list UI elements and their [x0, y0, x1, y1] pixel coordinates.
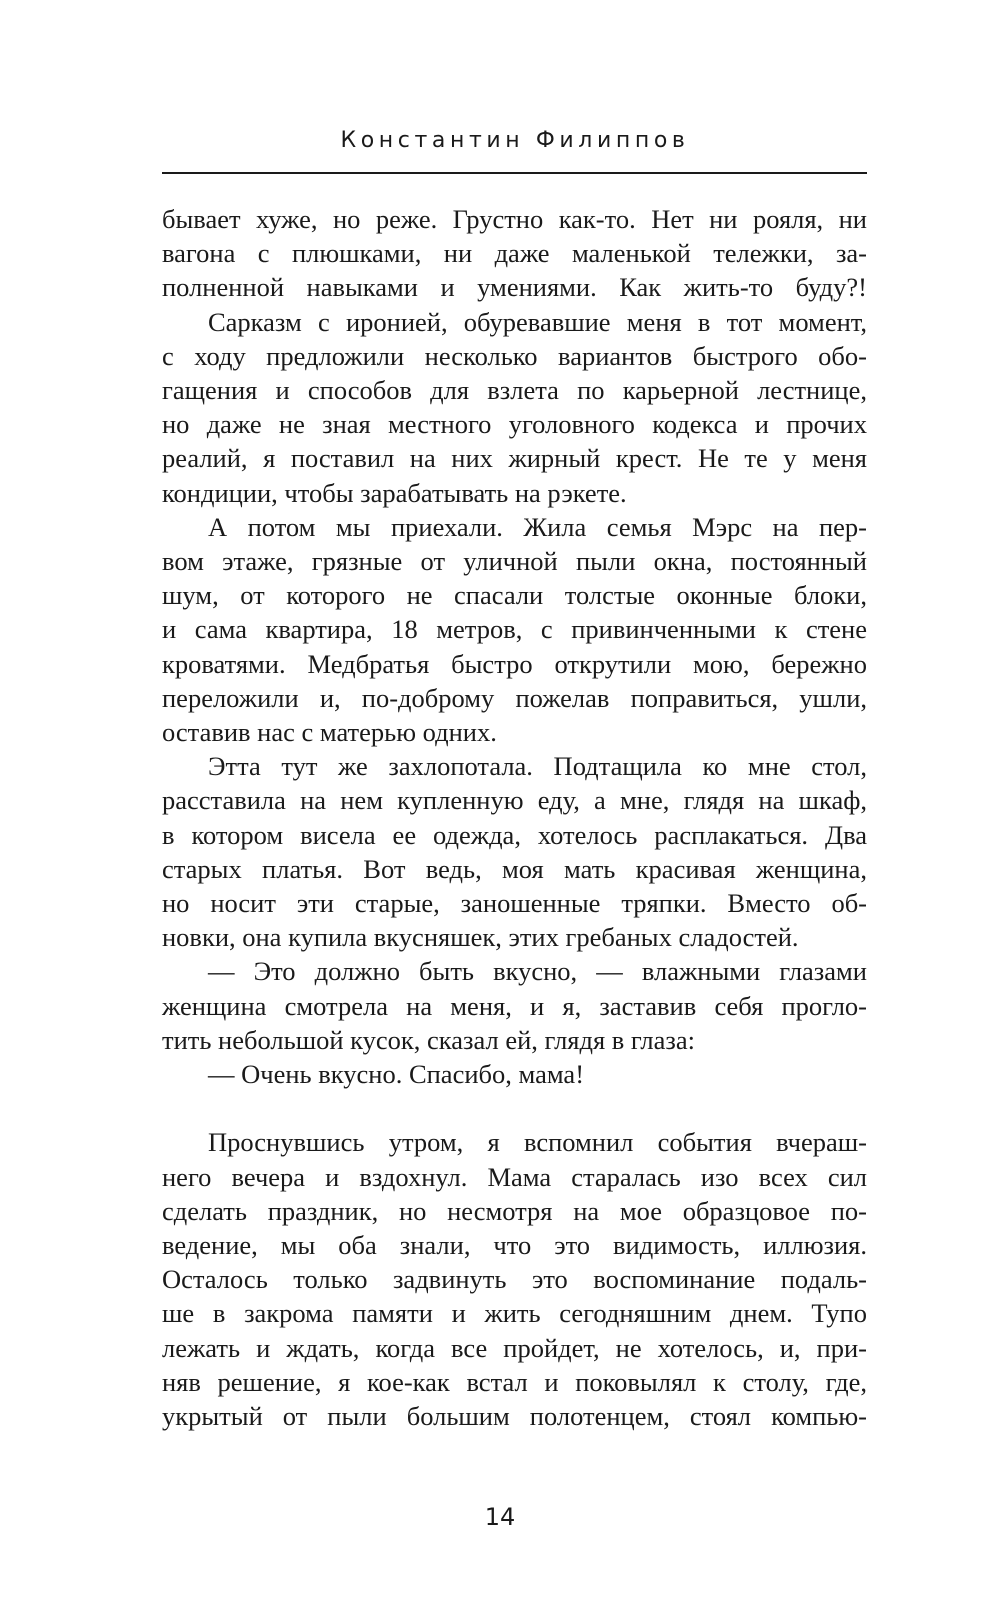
text-line: в котором висела ее одежда, хотелось расплакаться. Два — [162, 819, 867, 850]
paragraph — [162, 1125, 867, 1433]
paragraph — [162, 305, 867, 510]
text-line: Осталось только задвинуть это воспоминание подаль- — [162, 1264, 867, 1295]
text-line: вом этаже, грязные от уличной пыли окна, постоянный — [162, 546, 867, 577]
text-line: ше в закрома памяти и жить сегодняшним днем. Тупо — [162, 1298, 867, 1329]
text-line: бывает хуже, но реже. Грустно как-то. Нет ни рояля, ни — [162, 204, 867, 234]
text-line: сделать праздник, но несмотря на мое образцовое по- — [162, 1195, 867, 1226]
text-line: А потом мы приехали. Жила семья Мэрс на пер- — [208, 511, 867, 542]
text-line: новки, она купила вкусняшек, этих гребаных сладостей. — [162, 922, 799, 953]
text-line: него вечера и вздохнул. Мама старалась изо всех сил — [162, 1161, 867, 1192]
section-break — [162, 1091, 867, 1125]
text-line: гащения и способов для взлета по карьерной лестнице, — [162, 375, 867, 406]
page-number: 14 — [484, 1503, 516, 1531]
paragraph — [162, 510, 867, 749]
text-line: укрытый от пыли большим полотенцем, стоял компью- — [162, 1401, 867, 1432]
paragraph — [162, 202, 867, 305]
text-line: женщина смотрела на меня, и я, заставив себя прогло- — [162, 990, 867, 1021]
text-line: вагона с плюшками, ни даже маленькой тележки, за- — [162, 238, 867, 269]
text-line: — Это должно быть вкусно, — влажными глазами — [208, 956, 867, 987]
text-line: шум, от которого не спасали толстые оконные блоки, — [162, 580, 867, 611]
body-text — [162, 202, 867, 1433]
text-line: старых платья. Вот ведь, моя мать красивая женщина, — [162, 853, 867, 884]
text-line: расставила на нем купленную еду, а мне, глядя на шкаф, — [162, 785, 867, 816]
text-line: кондиции, чтобы зарабатывать на рэкете. — [162, 477, 627, 508]
text-line: оставив нас с матерью одних. — [162, 717, 497, 748]
text-line: тить небольшой кусок, сказал ей, глядя в глаза: — [162, 1024, 696, 1055]
text-line: Проснувшись утром, я вспомнил события вчераш- — [208, 1127, 867, 1158]
paragraph — [162, 1057, 867, 1091]
running-head-author: Константин Филиппов — [340, 128, 690, 153]
text-line: переложили и, по-доброму пожелав поправиться, ушли, — [162, 682, 867, 713]
text-line: Этта тут же захлопотала. Подтащила ко мне стол, — [208, 751, 867, 782]
text-line: полненной навыками и умениями. Как жить-то буду?! — [162, 272, 867, 303]
header-rule — [162, 172, 867, 174]
text-line: — Очень вкусно. Спасибо, мама! — [208, 1059, 585, 1090]
text-line: Сарказм с иронией, обуревавшие меня в тот момент, — [208, 306, 867, 337]
paragraph — [162, 954, 867, 1057]
text-line: но даже не зная местного уголовного кодекса и прочих — [162, 409, 867, 440]
text-line: реалий, я поставил на них жирный крест. Не те у меня — [162, 443, 867, 474]
text-line: и сама квартира, 18 метров, с привинченными к стене — [162, 614, 867, 645]
paragraph — [162, 749, 867, 954]
text-line: ведение, мы оба знали, что это видимость, иллюзия. — [162, 1230, 867, 1261]
text-line: с ходу предложили несколько вариантов быстрого обо- — [162, 340, 867, 371]
text-line: лежать и ждать, когда все пройдет, не хотелось, и, при- — [162, 1332, 867, 1363]
text-line: няв решение, я кое-как встал и поковылял к столу, где, — [162, 1366, 867, 1397]
text-line: но носит эти старые, заношенные тряпки. Вместо об- — [162, 888, 867, 919]
text-line: кроватями. Медбратья быстро открутили мою, бережно — [162, 648, 867, 679]
